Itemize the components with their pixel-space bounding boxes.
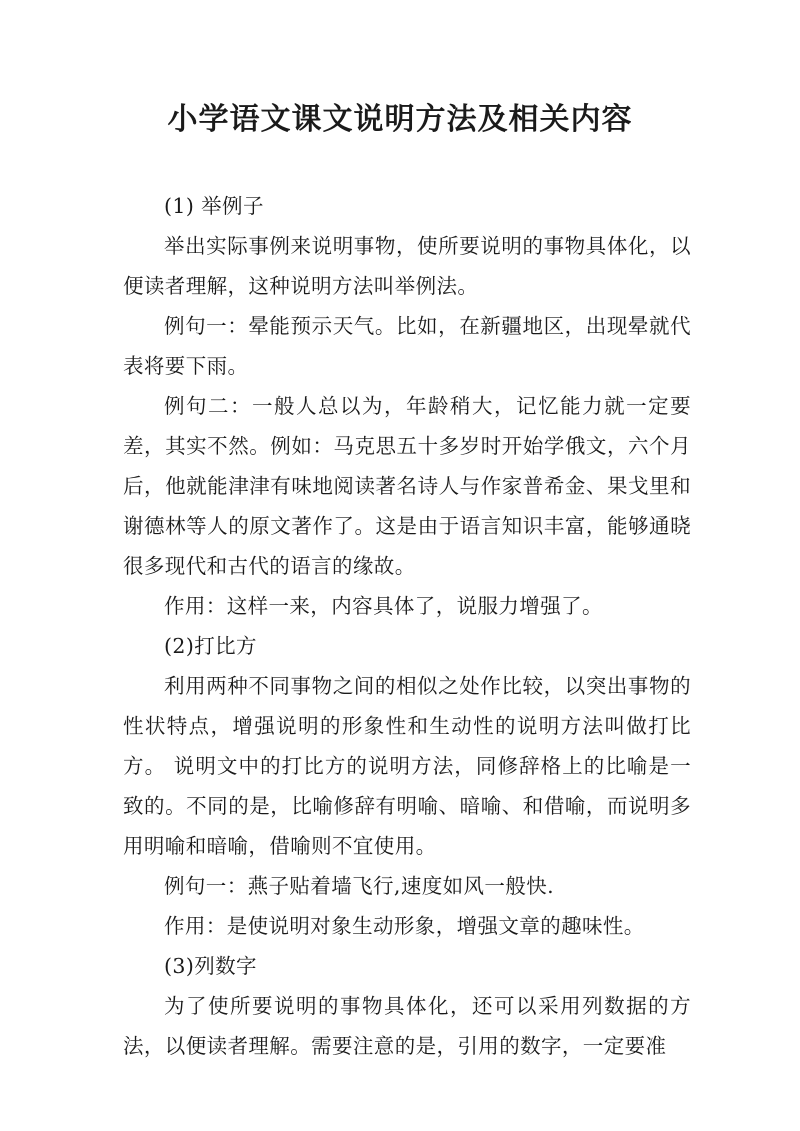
paragraph: 为了使所要说明的事物具体化，还可以采用列数据的方法，以便读者理解。需要注意的是，引用的数字，一定要准: [123, 994, 691, 1058]
section-heading-analogy: (2)打比方: [164, 634, 257, 658]
paragraph: 例句一：燕子贴着墙飞行,速度如风一般快.: [164, 874, 555, 898]
paragraph: 例句二：一般人总以为，年龄稍大，记忆能力就一定要差，其实不然。例如：马克思五十多岁时开始学俄文，六个月后，他就能津津有味地阅读著名诗人与作家普希金、果戈里和谢德林等人的原文著作了。这是由于语言知识丰富，能够通晓很多现代和古代的语言的缘故。: [123, 394, 691, 578]
section-heading-example: (1) 举例子: [164, 194, 264, 218]
section-heading-numbers: (3)列数字: [164, 954, 257, 978]
document-body: [123, 186, 691, 1066]
paragraph: 举出实际事例来说明事物，使所要说明的事物具体化，以便读者理解，这种说明方法叫举例法。: [123, 234, 691, 298]
paragraph: 作用：是使说明对象生动形象，增强文章的趣味性。: [164, 914, 645, 938]
document-title: 小学语文课文说明方法及相关内容: [167, 102, 633, 137]
paragraph: 例句一：晕能预示天气。比如，在新疆地区，出现晕就代表将要下雨。: [123, 314, 691, 378]
paragraph: 利用两种不同事物之间的相似之处作比较，以突出事物的性状特点，增强说明的形象性和生动性的说明方法叫做打比方。 说明文中的打比方的说明方法，同修辞格上的比喻是一致的。不同的是，比喻修辞有明喻、暗喻、和借喻，而说明多用明喻和暗喻，借喻则不宜使用。: [123, 674, 691, 858]
paragraph: 作用：这样一来，内容具体了，说服力增强了。: [164, 594, 603, 618]
